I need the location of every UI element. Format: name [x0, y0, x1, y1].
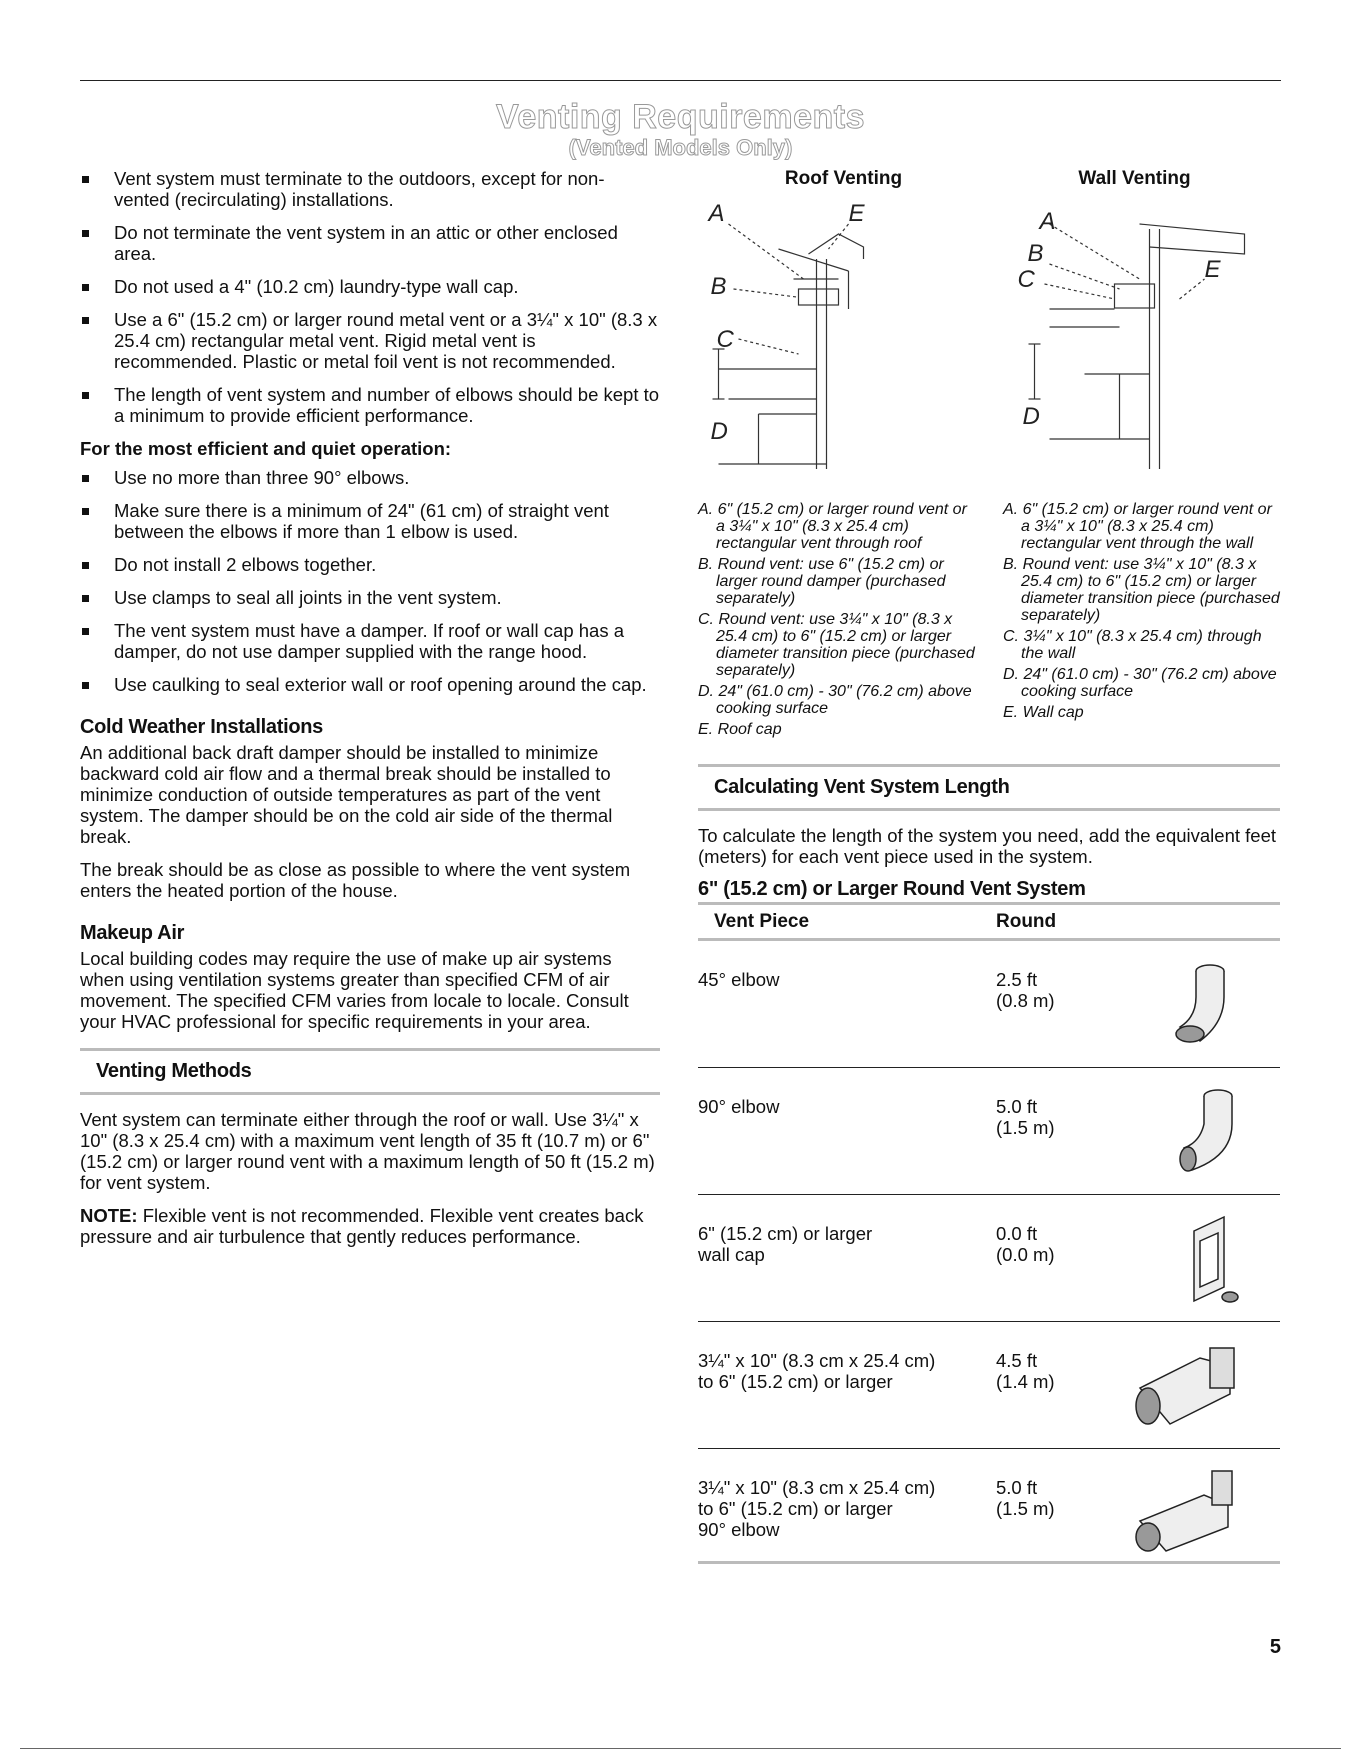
legend-item: B. Round vent: use 6" (15.2 cm) or larger round damper (purchased separately): [698, 556, 946, 607]
top-rule: [80, 80, 1281, 81]
elbow-45-icon: [1170, 957, 1250, 1047]
efficient-list: [80, 467, 660, 695]
page-number: 5: [1269, 1636, 1281, 1658]
vent-piece-line: to 6" (15.2 cm) or larger: [698, 1498, 893, 1519]
wall-venting-diagram: [989, 199, 1280, 499]
cold-weather-paragraph-1: An additional back draft damper should be installed to minimize backward cold air flow and a thermal break should be installed to minimize conduction of outside temperatures as part of the vent system. The damper should be on the cold air side of the thermal break.: [80, 742, 613, 847]
label-c: C: [716, 326, 734, 353]
length-m: (1.5 m): [996, 1117, 1055, 1138]
cold-weather-heading: Cold Weather Installations: [80, 716, 323, 738]
length-ft: 5.0 ft: [996, 1096, 1038, 1117]
length-m: (1.5 m): [996, 1498, 1055, 1519]
round-cell: [996, 1223, 1126, 1321]
label-e: E: [1204, 256, 1221, 283]
elbow-90-icon: [1170, 1084, 1250, 1174]
length-m: (1.4 m): [996, 1371, 1055, 1392]
roof-venting-diagram: [698, 199, 989, 499]
table-title: 6" (15.2 cm) or Larger Round Vent System: [698, 878, 1086, 900]
vent-piece-line: 6" (15.2 cm) or larger: [698, 1223, 873, 1244]
venting-methods-heading: Venting Methods: [80, 1048, 660, 1095]
diagram-legends: [698, 501, 1280, 742]
label-a: A: [1039, 208, 1056, 235]
bottom-rule: [20, 1748, 1341, 1749]
legend-item: B. Round vent: use 3¼" x 10" (8.3 x 25.4 cm) to 6" (15.2 cm) or larger diameter transition piece (purchased separately): [1003, 556, 1280, 624]
col-vent-piece: Vent Piece: [714, 911, 810, 932]
legend-item: A. 6" (15.2 cm) or larger round vent or a 3¼" x 10" (8.3 x 25.4 cm) rectangular vent through the wall: [1003, 501, 1272, 552]
note-paragraph: [80, 1205, 660, 1247]
legend-item: E. Roof cap: [698, 721, 782, 738]
col-round: Round: [996, 911, 1057, 932]
list-item: Vent system must terminate to the outdoors, except for non-vented (recirculating) installations.: [80, 168, 660, 210]
round-cell: [996, 1477, 1126, 1561]
legend-item: C. Round vent: use 3¼" x 10" (8.3 x 25.4 cm) to 6" (15.2 cm) or larger diameter transition piece (purchased separately): [698, 611, 975, 679]
calculating-heading: Calculating Vent System Length: [698, 764, 1280, 811]
venting-diagrams: [698, 199, 1280, 499]
label-a: A: [708, 200, 725, 227]
length-m: (0.0 m): [996, 1244, 1055, 1265]
label-b: B: [710, 273, 727, 300]
list-item: Use caulking to seal exterior wall or roof opening around the cap.: [80, 674, 660, 695]
legend-item: D. 24" (61.0 cm) - 30" (76.2 cm) above cooking surface: [698, 683, 972, 717]
length-m: (0.8 m): [996, 990, 1055, 1011]
round-cell: [996, 1350, 1126, 1448]
transition-elbow-icon: [1120, 1465, 1250, 1555]
length-ft: 2.5 ft: [996, 969, 1038, 990]
label-c: C: [1017, 266, 1035, 293]
cold-weather-paragraph-2: The break should be as close as possible to where the vent system enters the heated portion of the house.: [80, 859, 631, 901]
venting-methods-paragraph: Vent system can terminate either through the roof or wall. Use 3¼" x 10" (8.3 x 25.4 cm) with a maximum vent length of 35 ft (10.7 m) or 6" (15.2 cm) or larger round vent with a maximum length of 50 ft (15.2 m) for vent system.: [80, 1109, 655, 1193]
list-item: Use no more than three 90° elbows.: [80, 467, 660, 488]
note-label: NOTE:: [80, 1205, 138, 1226]
legend-item: D. 24" (61.0 cm) - 30" (76.2 cm) above cooking surface: [1003, 666, 1277, 700]
vent-piece-line: 90° elbow: [698, 1096, 780, 1117]
table-row: [698, 1449, 1280, 1564]
list-item: Use clamps to seal all joints in the vent system.: [80, 587, 660, 608]
list-item: Use a 6" (15.2 cm) or larger round metal vent or a 3¼" x 10" (8.3 x 25.4 cm) rectangular metal vent. Rigid metal vent is recommended. Plastic or metal foil vent is not recommended.: [80, 309, 660, 372]
vent-piece-line: to 6" (15.2 cm) or larger: [698, 1371, 893, 1392]
wall-cap-icon: [1170, 1211, 1250, 1307]
length-ft: 0.0 ft: [996, 1223, 1038, 1244]
legend-item: E. Wall cap: [1003, 704, 1084, 721]
table-row: [698, 941, 1280, 1068]
table-row: [698, 1322, 1280, 1449]
diagram-titles: [698, 168, 1280, 189]
label-e: E: [848, 200, 865, 227]
requirements-list: [80, 168, 660, 426]
vent-piece-line: 3¼" x 10" (8.3 cm x 25.4 cm): [698, 1477, 936, 1498]
list-item: The vent system must have a damper. If roof or wall cap has a damper, do not use damper supplied with the range hood.: [80, 620, 660, 662]
vent-piece-cell: [698, 1350, 996, 1448]
list-item: Make sure there is a minimum of 24" (61 cm) of straight vent between the elbows if more than 1 elbow is used.: [80, 500, 660, 542]
vent-piece-line: 45° elbow: [698, 969, 780, 990]
efficient-heading: For the most efficient and quiet operation:: [80, 438, 452, 459]
subtitle-text: (Vented Models Only): [568, 135, 793, 160]
table-row: [698, 1195, 1280, 1322]
vent-piece-cell: [698, 1096, 996, 1194]
vent-piece-line: 3¼" x 10" (8.3 cm x 25.4 cm): [698, 1350, 936, 1371]
vent-piece-cell: [698, 1223, 996, 1321]
transition-piece-icon: [1120, 1338, 1250, 1428]
round-cell: [996, 969, 1126, 1067]
wall-venting-title: Wall Venting: [1078, 168, 1191, 189]
label-d: D: [1022, 403, 1040, 430]
roof-legend: [698, 501, 975, 742]
right-column: [698, 168, 1280, 1564]
length-ft: 5.0 ft: [996, 1477, 1038, 1498]
wall-legend: [1003, 501, 1280, 742]
note-text: Flexible vent is not recommended. Flexible vent creates back pressure and air turbulence that gently reduces performance.: [80, 1205, 644, 1247]
list-item: Do not used a 4" (10.2 cm) laundry-type wall cap.: [80, 276, 660, 297]
legend-item: C. 3¼" x 10" (8.3 x 25.4 cm) through the wall: [1003, 628, 1262, 662]
page-title: [0, 98, 1361, 161]
list-item: Do not terminate the vent system in an attic or other enclosed area.: [80, 222, 660, 264]
makeup-air-paragraph: Local building codes may require the use of make up air systems when using ventilation systems greater than specified CFM of air movement. The specified CFM varies from locale to locale. Consult your HVAC professional for specific requirements in your area.: [80, 948, 629, 1032]
vent-piece-line: wall cap: [698, 1244, 765, 1265]
label-d: D: [710, 418, 728, 445]
table-header: [698, 902, 1280, 941]
vent-piece-cell: [698, 1477, 996, 1561]
round-cell: [996, 1096, 1126, 1194]
table-row: [698, 1068, 1280, 1195]
calculating-paragraph: To calculate the length of the system you need, add the equivalent feet (meters) for each vent piece used in the system.: [698, 825, 1276, 867]
title-text: Venting Requirements: [496, 98, 865, 136]
left-column: [80, 168, 660, 1259]
makeup-air-heading: Makeup Air: [80, 922, 185, 944]
label-b: B: [1027, 240, 1044, 267]
legend-item: A. 6" (15.2 cm) or larger round vent or a 3¼" x 10" (8.3 x 25.4 cm) rectangular vent through roof: [698, 501, 967, 552]
roof-venting-title: Roof Venting: [784, 168, 903, 189]
vent-piece-line: 90° elbow: [698, 1519, 780, 1540]
vent-piece-cell: [698, 969, 996, 1067]
length-ft: 4.5 ft: [996, 1350, 1038, 1371]
list-item: Do not install 2 elbows together.: [80, 554, 660, 575]
list-item: The length of vent system and number of elbows should be kept to a minimum to provide efficient performance.: [80, 384, 660, 426]
